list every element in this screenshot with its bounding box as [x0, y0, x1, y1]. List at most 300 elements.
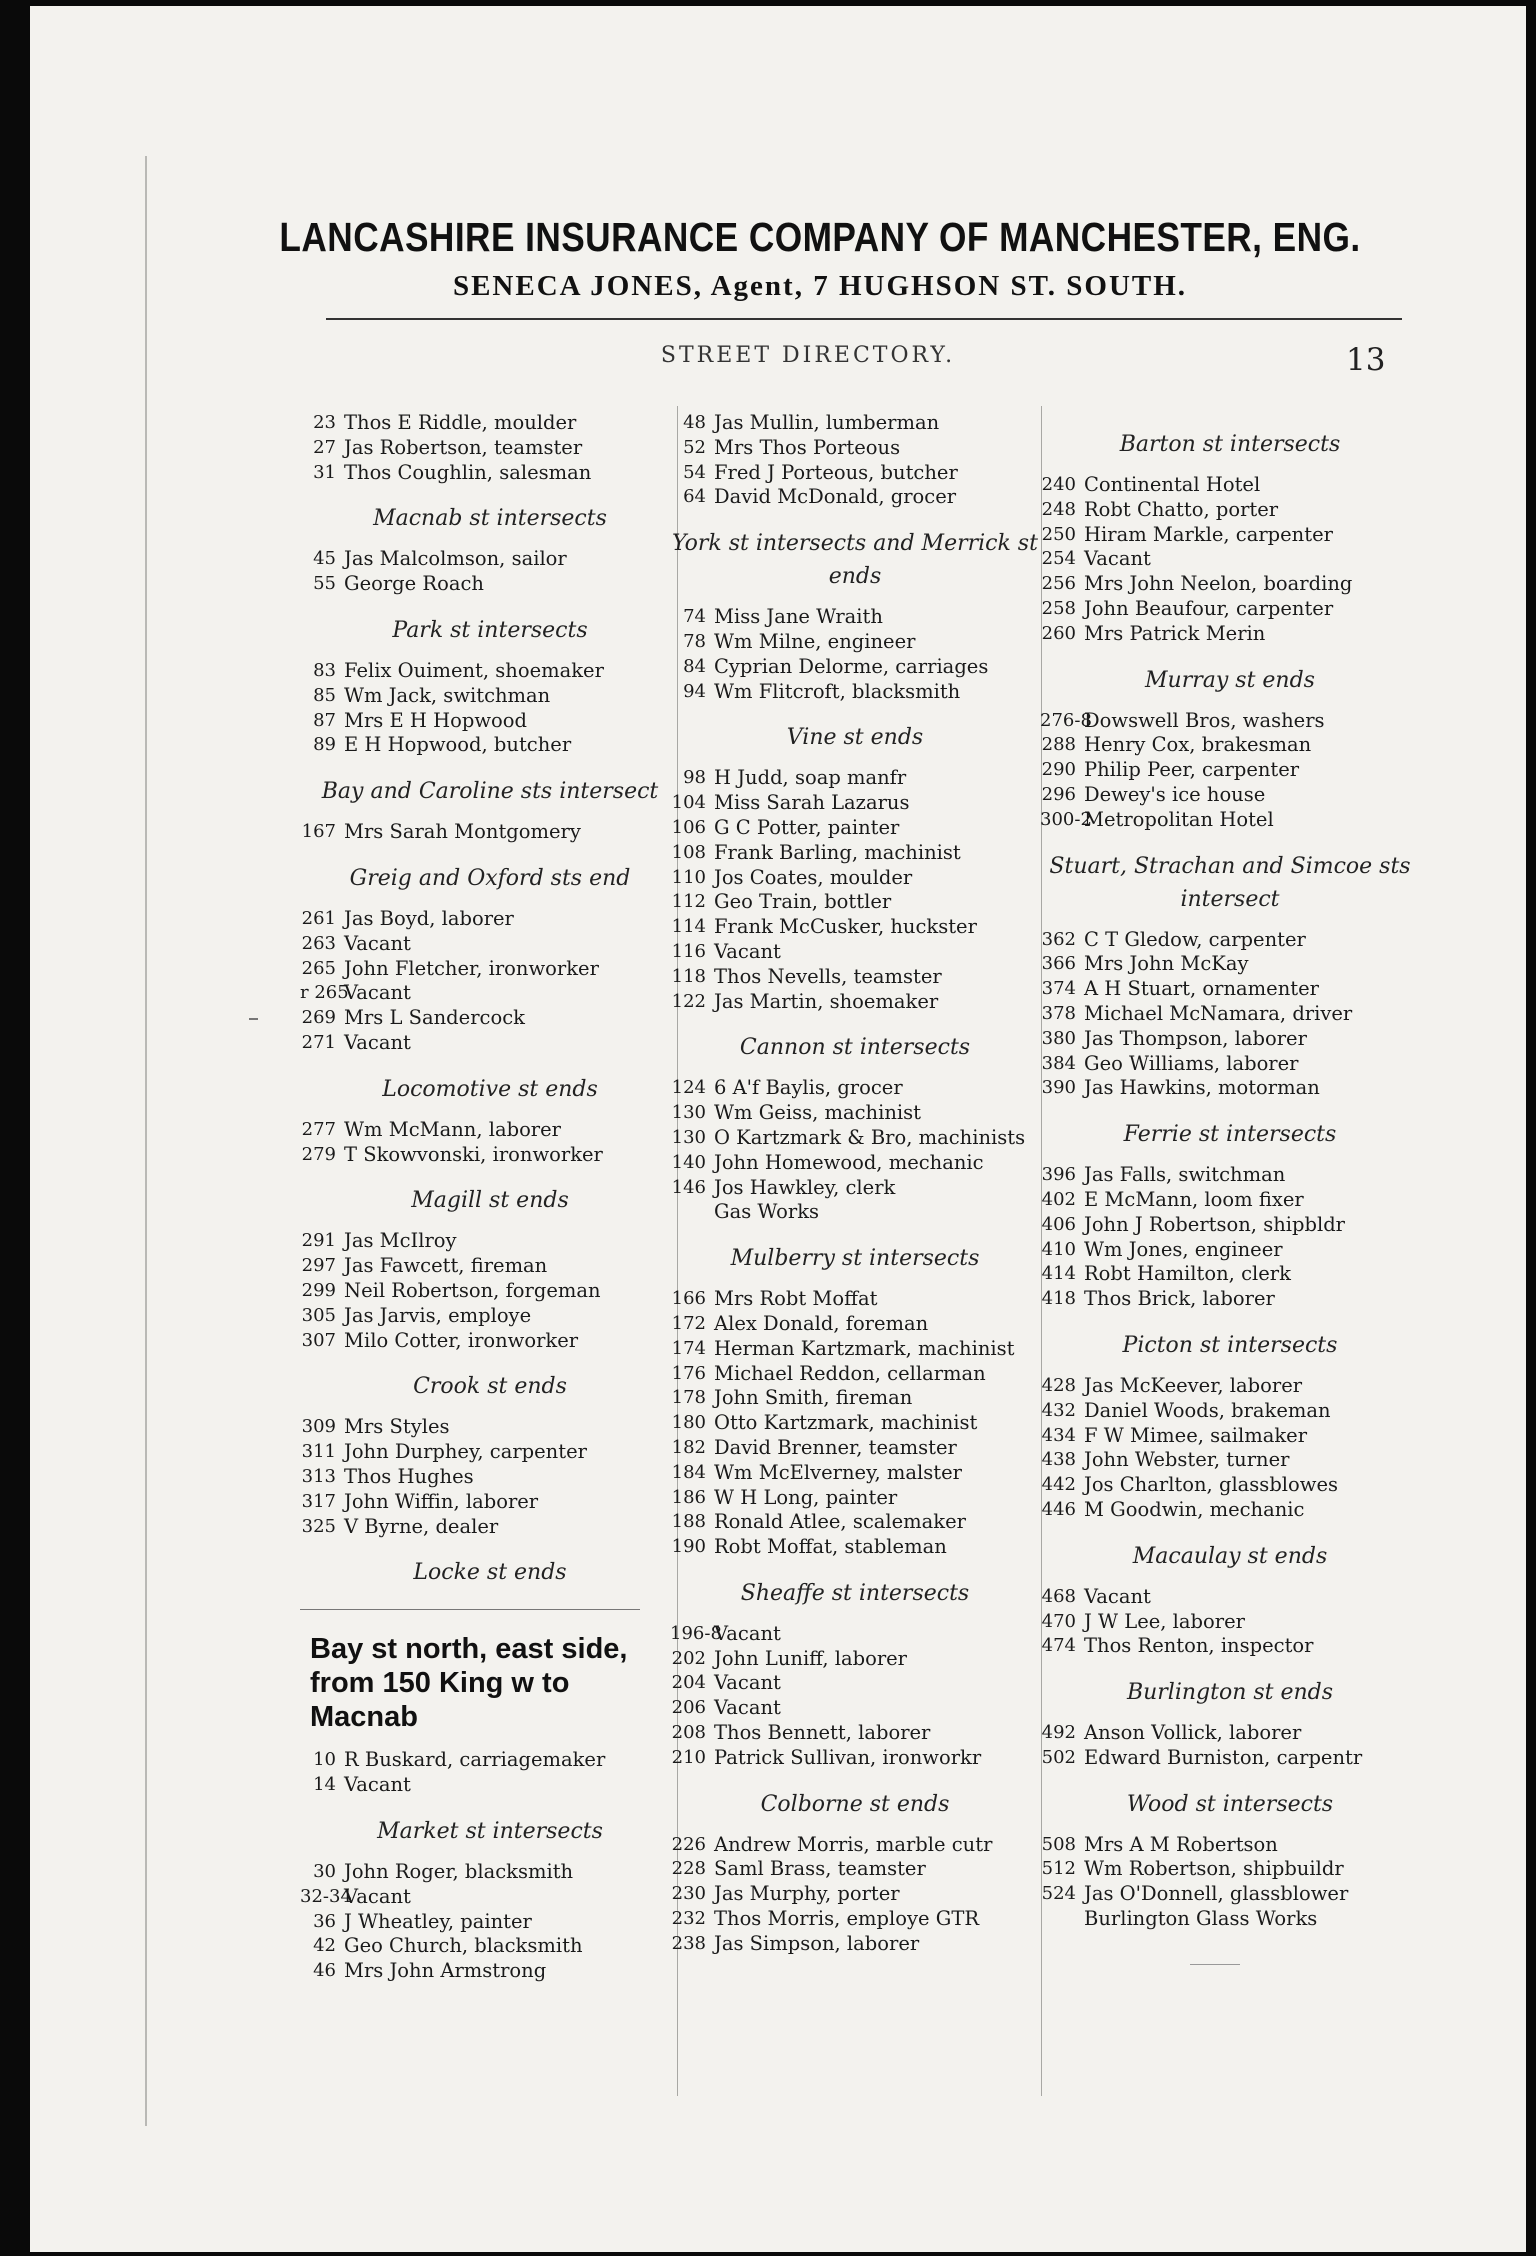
- resident-name: Miss Sarah Lazarus: [714, 791, 910, 815]
- house-number: 140: [671, 1151, 706, 1173]
- house-number: 380: [1041, 1027, 1076, 1049]
- resident-name: John Smith, fireman: [714, 1386, 913, 1410]
- house-number: 104: [671, 792, 706, 814]
- resident-name: Jas Martin, shoemaker: [714, 989, 939, 1013]
- section-heading: Cannon st intersects: [739, 1035, 971, 1061]
- resident-name: H Judd, soap manfr: [714, 766, 907, 790]
- house-number: 30: [313, 1860, 336, 1882]
- directory-entry: [300, 820, 680, 845]
- directory-entry: [670, 1833, 1040, 1858]
- resident-name: Vacant: [344, 1884, 411, 1908]
- house-number: 87: [313, 709, 336, 731]
- resident-name: Jas Simpson, laborer: [714, 1931, 920, 1955]
- entry-continuation: Burlington Glass Works: [1084, 1907, 1318, 1931]
- house-number: 89: [313, 734, 336, 756]
- resident-name: Wm Jones, engineer: [1084, 1237, 1283, 1261]
- directory-entry: [1040, 928, 1420, 953]
- resident-name: George Roach: [344, 572, 484, 596]
- directory-entry: [670, 1287, 1040, 1312]
- house-number: 434: [1041, 1424, 1076, 1446]
- directory-entry: [1040, 1448, 1420, 1473]
- house-number: 202: [671, 1647, 706, 1669]
- resident-name: Thos Renton, inspector: [1084, 1634, 1314, 1658]
- directory-entry: [670, 940, 1040, 965]
- section-heading: Wood st intersects: [1126, 1791, 1334, 1817]
- house-number: 54: [683, 461, 706, 483]
- column-1: [300, 411, 680, 1984]
- directory-entry: [670, 1746, 1040, 1771]
- house-number: 366: [1041, 953, 1076, 975]
- resident-name: Thos Morris, employe GTR: [714, 1907, 980, 1931]
- house-number: 279: [301, 1143, 336, 1165]
- house-number: 130: [671, 1126, 706, 1148]
- house-number: 410: [1041, 1238, 1076, 1260]
- house-number: 228: [671, 1858, 706, 1880]
- house-number: 291: [301, 1230, 336, 1252]
- house-number: 94: [683, 680, 706, 702]
- resident-name: Thos Hughes: [344, 1464, 474, 1488]
- directory-entry: [670, 766, 1040, 791]
- resident-name: John Beaufour, carpenter: [1084, 596, 1334, 620]
- house-number: 248: [1041, 498, 1076, 520]
- house-number: 276-8: [1040, 709, 1092, 731]
- resident-name: Hiram Markle, carpenter: [1084, 522, 1333, 546]
- directory-entry: [300, 411, 680, 436]
- directory-entry: [1040, 1163, 1420, 1188]
- entry-continuation: Gas Works: [714, 1200, 820, 1224]
- resident-name: Fred J Porteous, butcher: [714, 460, 958, 484]
- resident-name: Jas O'Donnell, glassblower: [1084, 1882, 1349, 1906]
- section-heading: York st intersects and Merrick st ends: [672, 531, 1038, 590]
- directory-entry: [300, 907, 680, 932]
- directory-entry: [670, 791, 1040, 816]
- house-number: 226: [671, 1833, 706, 1855]
- resident-name: Cyprian Delorme, carriages: [714, 654, 989, 678]
- house-number: 206: [671, 1697, 706, 1719]
- directory-entry: [670, 461, 1040, 486]
- directory-entry: [670, 630, 1040, 655]
- resident-name: Daniel Woods, brakeman: [1084, 1398, 1331, 1422]
- resident-name: Andrew Morris, marble cutr: [714, 1832, 993, 1856]
- house-number: 297: [301, 1255, 336, 1277]
- section-heading: Park st intersects: [392, 617, 588, 643]
- section-heading: Greig and Oxford sts end: [349, 865, 631, 891]
- directory-entry: [300, 1415, 680, 1440]
- section-heading: Burlington st ends: [1126, 1680, 1334, 1706]
- resident-name: John Homewood, mechanic: [714, 1150, 984, 1174]
- house-number: 166: [671, 1288, 706, 1310]
- resident-name: Mrs John McKay: [1084, 952, 1249, 976]
- house-number: 210: [671, 1746, 706, 1768]
- house-number: 84: [683, 655, 706, 677]
- directory-entry: [1040, 572, 1420, 597]
- resident-name: Milo Cotter, ironworker: [344, 1328, 579, 1352]
- directory-entry: [1040, 952, 1420, 977]
- resident-name: Jas Hawkins, motorman: [1084, 1076, 1320, 1100]
- resident-name: Jas McIlroy: [344, 1229, 457, 1253]
- resident-name: Wm McMann, laborer: [344, 1117, 561, 1141]
- resident-name: Jas Murphy, porter: [714, 1882, 900, 1906]
- resident-name: Metropolitan Hotel: [1084, 807, 1274, 831]
- directory-entry: [1040, 1610, 1420, 1635]
- house-number: 263: [301, 932, 336, 954]
- resident-name: Mrs Thos Porteous: [714, 435, 901, 459]
- resident-name: John Roger, blacksmith: [344, 1859, 574, 1883]
- directory-entry: [670, 1386, 1040, 1411]
- resident-name: G C Potter, painter: [714, 815, 900, 839]
- house-number: 305: [301, 1304, 336, 1326]
- resident-name: Wm Jack, switchman: [344, 683, 551, 707]
- resident-name: John J Robertson, shipbldr: [1084, 1212, 1346, 1236]
- resident-name: E McMann, loom fixer: [1084, 1187, 1304, 1211]
- resident-name: Alex Donald, foreman: [714, 1311, 929, 1335]
- directory-entry: [1040, 783, 1420, 808]
- resident-name: David McDonald, grocer: [714, 485, 957, 509]
- directory-entry: [670, 411, 1040, 436]
- section-heading: Crook st ends: [413, 1374, 567, 1400]
- house-number: 146: [671, 1176, 706, 1198]
- section-heading: Mulberry st intersects: [730, 1246, 980, 1272]
- house-number: 402: [1041, 1188, 1076, 1210]
- directory-entry: [300, 981, 680, 1006]
- house-number: 48: [683, 412, 706, 433]
- house-number: 271: [301, 1031, 336, 1053]
- directory-entry: [300, 684, 680, 709]
- house-number: 446: [1041, 1498, 1076, 1520]
- resident-name: Mrs Styles: [344, 1415, 450, 1439]
- directory-entry: [670, 1151, 1040, 1176]
- directory-entry: [1040, 1498, 1420, 1523]
- house-number: 172: [671, 1312, 706, 1334]
- directory-entry: [670, 1436, 1040, 1461]
- house-number: 390: [1041, 1077, 1076, 1099]
- directory-entry: [300, 733, 680, 758]
- directory-entry: [1040, 1027, 1420, 1052]
- resident-name: M Goodwin, mechanic: [1084, 1497, 1305, 1521]
- resident-name: Wm Flitcroft, blacksmith: [714, 679, 961, 703]
- resident-name: Jas Malcolmson, sailor: [344, 547, 567, 571]
- resident-name: Dewey's ice house: [1084, 782, 1266, 806]
- insurance-ad-title: LANCASHIRE INSURANCE COMPANY OF MANCHESTER, ENG.: [279, 214, 1361, 260]
- house-number: 112: [671, 891, 706, 913]
- resident-name: Saml Brass, teamster: [714, 1857, 926, 1881]
- house-number: 374: [1041, 978, 1076, 1000]
- house-number: 240: [1041, 474, 1076, 495]
- resident-name: Patrick Sullivan, ironworkr: [714, 1745, 982, 1769]
- section-heading: Vine st ends: [786, 725, 924, 751]
- house-number: 204: [671, 1672, 706, 1694]
- house-number: 118: [671, 965, 706, 987]
- house-number: 254: [1041, 548, 1076, 570]
- resident-name: John Fletcher, ironworker: [344, 956, 599, 980]
- page-number: 13: [1346, 342, 1386, 378]
- house-number: 110: [671, 866, 706, 888]
- resident-name: A H Stuart, ornamenter: [1084, 977, 1319, 1001]
- directory-page: [30, 6, 1526, 2252]
- directory-entry: [670, 1671, 1040, 1696]
- column-3: [1040, 411, 1420, 1965]
- house-number: 27: [313, 436, 336, 458]
- directory-entry: [1040, 1238, 1420, 1263]
- resident-name: Henry Cox, brakesman: [1084, 733, 1312, 757]
- resident-name: John Durphey, carpenter: [344, 1440, 587, 1464]
- house-number: 524: [1041, 1883, 1076, 1905]
- house-number: 277: [301, 1118, 336, 1140]
- directory-entry: [300, 1748, 680, 1773]
- directory-entry: [300, 1440, 680, 1465]
- directory-entry: [1040, 547, 1420, 572]
- directory-entry: [1040, 977, 1420, 1002]
- resident-name: C T Gledow, carpenter: [1084, 927, 1306, 951]
- resident-name: Geo Williams, laborer: [1084, 1051, 1299, 1075]
- directory-entry: [1040, 1213, 1420, 1238]
- resident-name: Vacant: [344, 931, 411, 955]
- house-number: 180: [671, 1412, 706, 1434]
- column-end-rule: [1190, 1964, 1240, 1965]
- resident-name: Robt Chatto, porter: [1084, 497, 1279, 521]
- house-number: 468: [1041, 1585, 1076, 1607]
- directory-entry: [300, 436, 680, 461]
- running-title: STREET DIRECTORY.: [660, 343, 956, 368]
- house-number: 130: [671, 1102, 706, 1124]
- directory-entry: [300, 1143, 680, 1168]
- house-number: 307: [301, 1329, 336, 1351]
- resident-name: Anson Vollick, laborer: [1084, 1721, 1302, 1745]
- directory-entry: [670, 485, 1040, 510]
- section-rule: [300, 1609, 640, 1610]
- resident-name: Jos Hawkley, clerk: [714, 1175, 896, 1199]
- directory-entry: [1040, 733, 1420, 758]
- resident-name: Jas McKeever, laborer: [1084, 1373, 1303, 1397]
- resident-name: Geo Church, blacksmith: [344, 1934, 583, 1958]
- directory-entry: [1040, 1721, 1420, 1746]
- directory-entry: [670, 1535, 1040, 1560]
- directory-entry: [300, 1229, 680, 1254]
- directory-entry: [670, 1126, 1040, 1151]
- house-number: 288: [1041, 734, 1076, 756]
- directory-entry: [670, 990, 1040, 1015]
- house-number: 174: [671, 1337, 706, 1359]
- directory-entry: [1040, 1473, 1420, 1498]
- house-number: 36: [313, 1910, 336, 1932]
- section-heading: Stuart, Strachan and Simcoe sts intersect: [1049, 853, 1411, 912]
- resident-name: Jas Falls, switchman: [1084, 1163, 1286, 1187]
- directory-entry: [1040, 1833, 1420, 1858]
- resident-name: David Brenner, teamster: [714, 1435, 957, 1459]
- house-number: 432: [1041, 1399, 1076, 1421]
- resident-name: Robt Moffat, stableman: [714, 1535, 947, 1559]
- house-number: 299: [301, 1279, 336, 1301]
- resident-name: Herman Kartzmark, machinist: [714, 1336, 1015, 1360]
- resident-name: Jas Thompson, laborer: [1084, 1026, 1307, 1050]
- house-number: 10: [313, 1749, 336, 1771]
- house-number: 190: [671, 1536, 706, 1558]
- house-number: 64: [683, 486, 706, 508]
- resident-name: J W Lee, laborer: [1084, 1609, 1245, 1633]
- house-number: 230: [671, 1883, 706, 1905]
- resident-name: Edward Burniston, carpentr: [1084, 1745, 1363, 1769]
- directory-entry: [670, 1101, 1040, 1126]
- resident-name: Neil Robertson, forgeman: [344, 1278, 601, 1302]
- house-number: 470: [1041, 1610, 1076, 1632]
- house-number: 124: [671, 1077, 706, 1099]
- resident-name: Jos Coates, moulder: [714, 865, 913, 889]
- resident-name: Michael Reddon, cellarman: [714, 1361, 986, 1385]
- directory-entry: [300, 1118, 680, 1143]
- directory-entry: [670, 680, 1040, 705]
- house-number: 74: [683, 606, 706, 628]
- directory-entry: [670, 605, 1040, 630]
- directory-entry: [1040, 1746, 1420, 1771]
- resident-name: Mrs A M Robertson: [1084, 1832, 1278, 1856]
- directory-entry: [670, 1176, 1040, 1201]
- directory-entry: [300, 1885, 680, 1910]
- directory-entry: [670, 1411, 1040, 1436]
- margin-mark: [249, 1018, 258, 1020]
- resident-name: V Byrne, dealer: [344, 1514, 499, 1538]
- house-number: 378: [1041, 1002, 1076, 1024]
- section-heading: Macaulay st ends: [1132, 1543, 1328, 1569]
- resident-name: Frank McCusker, huckster: [714, 915, 977, 939]
- resident-name: Vacant: [344, 1773, 411, 1797]
- resident-name: Dowswell Bros, washers: [1084, 708, 1325, 732]
- section-heading: Ferrie st intersects: [1123, 1122, 1337, 1148]
- resident-name: Vacant: [714, 1671, 781, 1695]
- directory-entry: [670, 1312, 1040, 1337]
- house-number: 31: [313, 461, 336, 483]
- street-heading: Bay st north, east side, from 150 King w to Macnab: [310, 1633, 628, 1734]
- resident-name: Mrs Robt Moffat: [714, 1287, 878, 1311]
- house-number: 362: [1041, 928, 1076, 950]
- directory-entry: [670, 890, 1040, 915]
- directory-entry: [300, 1031, 680, 1056]
- directory-entry: [300, 1910, 680, 1935]
- directory-entry: [300, 709, 680, 734]
- resident-name: W H Long, painter: [714, 1485, 898, 1509]
- house-number: 442: [1041, 1474, 1076, 1496]
- house-number: 167: [301, 821, 336, 843]
- house-number: 260: [1041, 622, 1076, 644]
- directory-entry: [670, 1510, 1040, 1535]
- house-number: 114: [671, 916, 706, 938]
- resident-name: Philip Peer, carpenter: [1084, 758, 1300, 782]
- directory-entry: [300, 1934, 680, 1959]
- house-number: 428: [1041, 1374, 1076, 1396]
- resident-name: Thos Nevells, teamster: [714, 964, 942, 988]
- resident-name: Vacant: [714, 939, 781, 963]
- directory-entry: [300, 461, 680, 486]
- resident-name: Jas Jarvis, employe: [344, 1303, 532, 1327]
- house-number: 238: [671, 1932, 706, 1954]
- directory-entry: [1040, 1857, 1420, 1882]
- resident-name: Robt Hamilton, clerk: [1084, 1262, 1291, 1286]
- resident-name: F W Mimee, sailmaker: [1084, 1423, 1308, 1447]
- directory-entry: [1040, 758, 1420, 783]
- directory-entry: [300, 1465, 680, 1490]
- house-number: 438: [1041, 1449, 1076, 1471]
- directory-entry: [1040, 1287, 1420, 1312]
- directory-entry: [670, 655, 1040, 680]
- resident-name: Mrs John Armstrong: [344, 1959, 547, 1983]
- house-number: 85: [313, 684, 336, 706]
- house-number: 83: [313, 659, 336, 681]
- directory-entry: [1040, 1076, 1420, 1101]
- resident-name: Thos Coughlin, salesman: [344, 460, 592, 484]
- house-number: 250: [1041, 523, 1076, 545]
- house-number: 474: [1041, 1635, 1076, 1657]
- house-number: 311: [301, 1441, 336, 1463]
- house-number: 108: [671, 841, 706, 863]
- resident-name: Michael McNamara, driver: [1084, 1001, 1353, 1025]
- house-number: 184: [671, 1461, 706, 1483]
- directory-entry: [670, 1696, 1040, 1721]
- house-number: 55: [313, 573, 336, 595]
- directory-entry: [670, 866, 1040, 891]
- house-number: 188: [671, 1511, 706, 1533]
- house-number: 414: [1041, 1263, 1076, 1285]
- directory-entry: [1040, 709, 1420, 734]
- house-number: 502: [1041, 1746, 1076, 1768]
- house-number: 45: [313, 548, 336, 570]
- insurance-ad-agent: SENECA JONES, Agent, 7 HUGHSON ST. SOUTH.: [452, 270, 1188, 302]
- page-margin-line: [145, 156, 147, 2126]
- directory-entry: [670, 1882, 1040, 1907]
- directory-entry: [1040, 1424, 1420, 1449]
- house-number: 186: [671, 1486, 706, 1508]
- directory-entry: [300, 1254, 680, 1279]
- house-number: 325: [301, 1515, 336, 1537]
- directory-entry: [670, 1337, 1040, 1362]
- directory-entry: [300, 1006, 680, 1031]
- header-rule: [326, 318, 1402, 320]
- house-number: 98: [683, 767, 706, 789]
- resident-name: Vacant: [714, 1621, 781, 1645]
- directory-entry: [670, 1907, 1040, 1932]
- directory-entry: [1040, 498, 1420, 523]
- house-number: 265: [301, 957, 336, 979]
- directory-entry: [1040, 1002, 1420, 1027]
- directory-entry: [670, 1721, 1040, 1746]
- section-heading: Magill st ends: [411, 1188, 569, 1214]
- section-heading: Murray st ends: [1145, 667, 1315, 693]
- resident-name: Frank Barling, machinist: [714, 840, 961, 864]
- resident-name: Wm Milne, engineer: [714, 629, 916, 653]
- house-number: 396: [1041, 1164, 1076, 1186]
- house-number: 261: [301, 907, 336, 929]
- resident-name: Jos Charlton, glassblowes: [1084, 1473, 1339, 1497]
- resident-name: John Webster, turner: [1084, 1448, 1290, 1472]
- resident-name: Continental Hotel: [1084, 473, 1261, 496]
- directory-entry: [1040, 473, 1420, 498]
- resident-name: Otto Kartzmark, machinist: [714, 1411, 978, 1435]
- resident-name: T Skowvonski, ironworker: [344, 1142, 603, 1166]
- section-heading: Picton st intersects: [1122, 1332, 1338, 1358]
- directory-entry: [670, 1362, 1040, 1387]
- resident-name: 6 A'f Baylis, grocer: [714, 1076, 903, 1100]
- house-number: 317: [301, 1490, 336, 1512]
- directory-entry: [670, 841, 1040, 866]
- house-number: 300-2: [1040, 808, 1092, 830]
- directory-entry: [1040, 1262, 1420, 1287]
- directory-entry: [300, 1515, 680, 1540]
- section-heading: Locomotive st ends: [382, 1076, 598, 1102]
- resident-name: J Wheatley, painter: [344, 1909, 532, 1933]
- house-number: 232: [671, 1908, 706, 1930]
- resident-name: Thos Bennett, laborer: [714, 1721, 931, 1745]
- resident-name: Jas Fawcett, fireman: [344, 1254, 548, 1278]
- house-number: 182: [671, 1436, 706, 1458]
- house-number: 309: [301, 1416, 336, 1438]
